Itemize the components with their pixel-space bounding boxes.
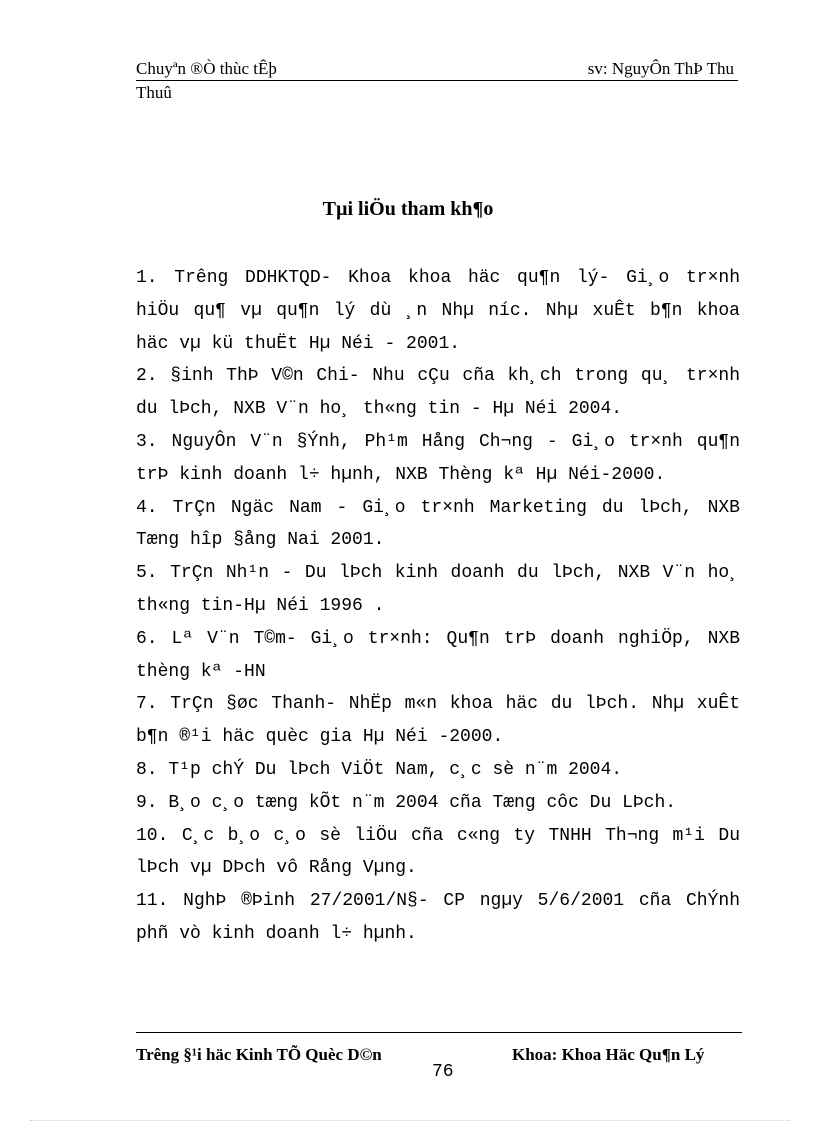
header-line [136, 58, 738, 81]
reference-item: 5. TrÇn Nh¹n - Du lÞch kinh doanh du lÞch, NXB V¨n ho¸ th«ng tin-Hµ Néi 1996 . [136, 563, 740, 616]
page-header [136, 58, 738, 102]
reference-item: 1. Trêng DDHKTQD- Khoa khoa häc qu¶n lý- Gi¸o tr×nh hiÖu qu¶ vµ qu¶n lý dù ¸n Nhµ níc. Nhµ xuÊt b¶n khoa häc vµ kü thuËt Hµ Néi - 2001. [136, 268, 740, 354]
header-student: sv: NguyÔn ThÞ Thu [587, 59, 734, 78]
page-title: Tµi liÖu tham kh¶o [322, 198, 494, 220]
reference-item: 9. B¸o c¸o tæng kÕt n¨m 2004 cña Tæng côc Du LÞch. [136, 792, 677, 813]
header-topic: Chuyªn ®Ò thùc tÊþ [136, 59, 277, 78]
footer-university: Trêng §¹i häc Kinh TÕ Quèc D©n [136, 1045, 382, 1064]
reference-item: 2. §inh ThÞ V©n Chi- Nhu cÇu cña kh¸ch trong qu¸ tr×nh du lÞch, NXB V¨n ho¸ th«ng tin - Hµ Néi 2004. [136, 366, 740, 420]
reference-item: 3. NguyÔn V¨n §Ýnh, Ph¹m Hång Ch¬ng - Gi¸o tr×nh qu¶n trÞ kinh doanh l÷ hµnh, NXB Thèng kª Hµ Néi-2000. [136, 431, 740, 485]
reference-item: 6. Lª V¨n T©m- Gi¸o tr×nh: Qu¶n trÞ doanh nghiÖp, NXB thèng kª -HN [136, 628, 740, 682]
page-bottom-edge [30, 1120, 790, 1121]
footer-faculty: Khoa: Khoa Häc Qu¶n Lý [512, 1045, 705, 1064]
reference-item: 11. NghÞ ®Þinh 27/2001/N§- CP ngµy 5/6/2001 cña ChÝnh phñ vò kinh doanh l÷ hµnh. [136, 891, 740, 944]
reference-item: 8. T¹p chÝ Du lÞch ViÖt Nam, c¸c sè n¨m 2004. [136, 759, 623, 780]
header-student-continued: Thuû [136, 83, 172, 102]
reference-item: 7. TrÇn §øc Thanh- NhËp m«n khoa häc du lÞch. Nhµ xuÊt b¶n ®¹i häc quèc gia Hµ Néi -2000. [136, 694, 740, 748]
page-number: 76 [432, 1062, 454, 1082]
reference-item: 10. C¸c b¸o c¸o sè liÖu cña c«ng ty TNHH Th¬ng m¹i Du lÞch vµ DÞch vô Rång Vµng. [136, 825, 740, 879]
footer-divider [136, 1032, 742, 1033]
reference-list [136, 262, 740, 951]
reference-item: 4. TrÇn Ngäc Nam - Gi¸o tr×nh Marketing du lÞch, NXB Tæng hîp §ång Nai 2001. [136, 497, 740, 551]
